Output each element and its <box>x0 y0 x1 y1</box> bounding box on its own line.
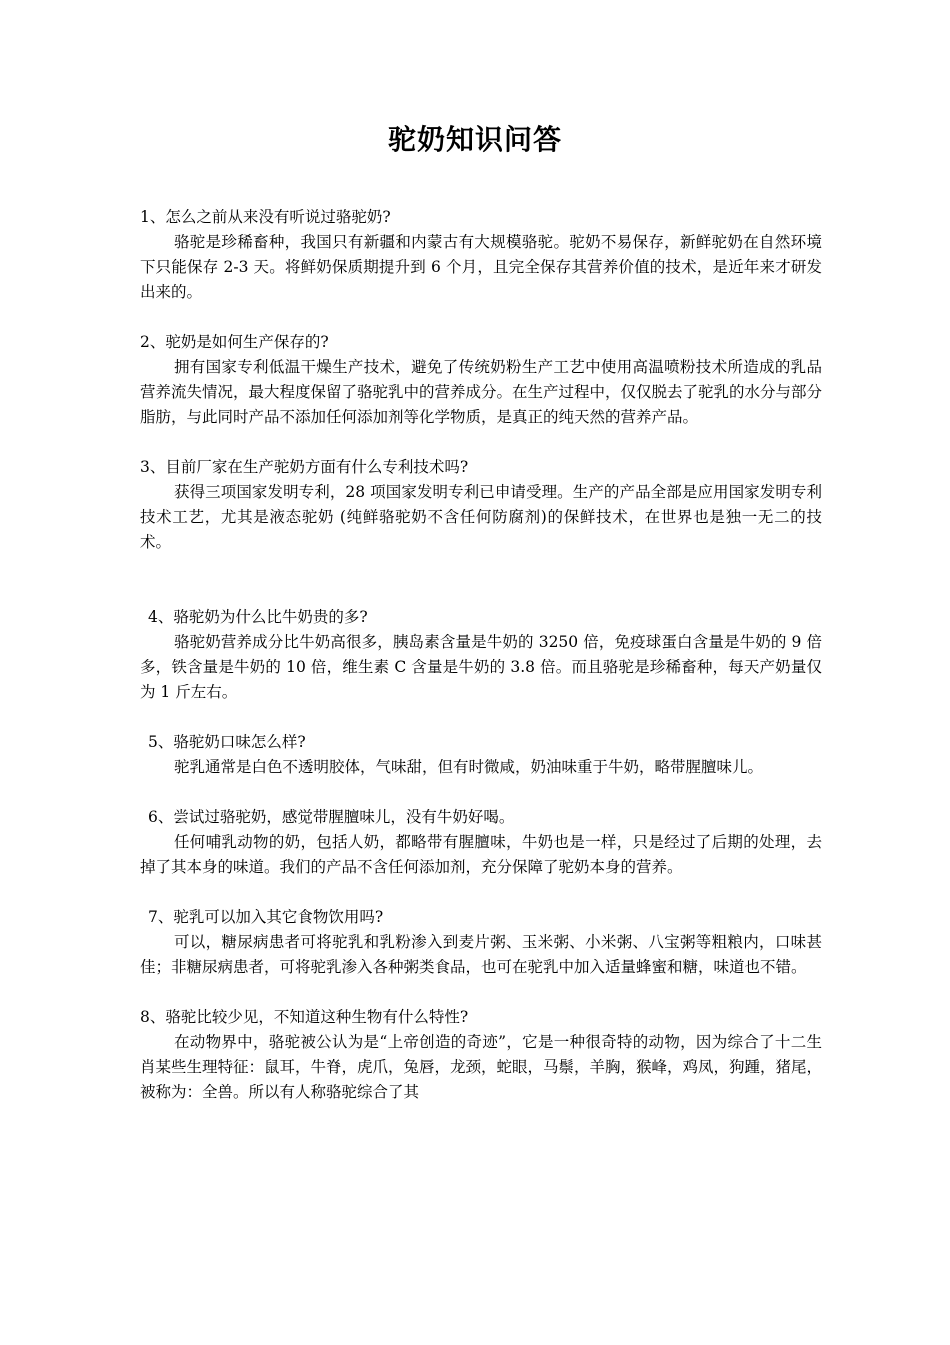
answer-8: 在动物界中，骆驼被公认为是“上帝创造的奇迹”，它是一种很奇特的动物，因为综合了十二生肖某些生理特征：鼠耳，牛脊，虎爪，兔唇，龙颈，蛇眼，马鬃，羊胸，猴峰，鸡凤，狗踵，猪尾，被称为：全兽。所以有人称骆驼综合了其 <box>140 1033 823 1101</box>
question-7: 7、驼乳可以加入其它食物饮用吗? <box>148 908 384 926</box>
paragraph-spacer <box>140 880 822 905</box>
question-4: 4、骆驼奶为什么比牛奶贵的多? <box>148 608 368 626</box>
qa-item-8 <box>140 1005 822 1105</box>
paragraph-spacer <box>140 305 822 330</box>
document-body <box>140 205 822 1105</box>
qa-item-1 <box>140 205 822 305</box>
question-3: 3、目前厂家在生产驼奶方面有什么专利技术吗? <box>140 458 469 476</box>
answer-6: 任何哺乳动物的奶，包括人奶，都略带有腥膻味，牛奶也是一样，只是经过了后期的处理，去掉了其本身的味道。我们的产品不含任何添加剂，充分保障了驼奶本身的营养。 <box>140 833 822 876</box>
qa-item-6 <box>140 805 822 880</box>
paragraph-spacer <box>140 980 822 1005</box>
paragraph-spacer <box>140 555 822 605</box>
answer-4: 骆驼奶营养成分比牛奶高很多，胰岛素含量是牛奶的 3250 倍，免疫球蛋白含量是牛奶的 9 倍多，铁含量是牛奶的 10 倍，维生素 C 含量是牛奶的 3.8 倍。而且骆驼是珍稀畜种，每天产奶量仅为 1 斤左右。 <box>140 633 822 701</box>
paragraph-spacer <box>140 705 822 730</box>
question-6: 6、尝试过骆驼奶，感觉带腥膻味儿，没有牛奶好喝。 <box>148 808 515 826</box>
question-2: 2、驼奶是如何生产保存的? <box>140 333 329 351</box>
qa-item-2 <box>140 330 822 430</box>
answer-5: 驼乳通常是白色不透明胶体，气味甜，但有时微咸，奶油味重于牛奶，略带腥膻味儿。 <box>174 758 764 776</box>
document-title: 驼奶知识问答 <box>387 123 562 156</box>
answer-1: 骆驼是珍稀畜种，我国只有新疆和内蒙古有大规模骆驼。驼奶不易保存，新鲜驼奶在自然环境下只能保存 2-3 天。将鲜奶保质期提升到 6 个月，且完全保存其营养价值的技术，是近年来才研发出来的。 <box>140 233 822 301</box>
qa-item-7 <box>140 905 822 980</box>
qa-item-5 <box>140 730 822 780</box>
paragraph-spacer <box>140 430 822 455</box>
question-8: 8、骆驼比较少见，不知道这种生物有什么特性? <box>140 1008 469 1026</box>
qa-item-4 <box>140 605 822 705</box>
answer-7: 可以，糖尿病患者可将驼乳和乳粉渗入到麦片粥、玉米粥、小米粥、八宝粥等粗粮内，口味甚佳；非糖尿病患者，可将驼乳渗入各种粥类食品，也可在驼乳中加入适量蜂蜜和糖，味道也不错。 <box>140 933 822 976</box>
question-5: 5、骆驼奶口味怎么样? <box>148 733 306 751</box>
qa-item-3 <box>140 455 822 555</box>
answer-3: 获得三项国家发明专利，28 项国家发明专利已申请受理。生产的产品全部是应用国家发明专利技术工艺，尤其是液态驼奶 (纯鲜骆驼奶不含任何防腐剂)的保鲜技术，在世界也是独一无二的技术。 <box>140 483 822 551</box>
answer-2: 拥有国家专利低温干燥生产技术，避免了传统奶粉生产工艺中使用高温喷粉技术所造成的乳品营养流失情况，最大程度保留了骆驼乳中的营养成分。在生产过程中，仅仅脱去了驼乳的水分与部分脂肪，与此同时产品不添加任何添加剂等化学物质，是真正的纯天然的营养产品。 <box>140 358 823 426</box>
question-1: 1、怎么之前从来没有听说过骆驼奶? <box>140 208 391 226</box>
paragraph-spacer <box>140 780 822 805</box>
